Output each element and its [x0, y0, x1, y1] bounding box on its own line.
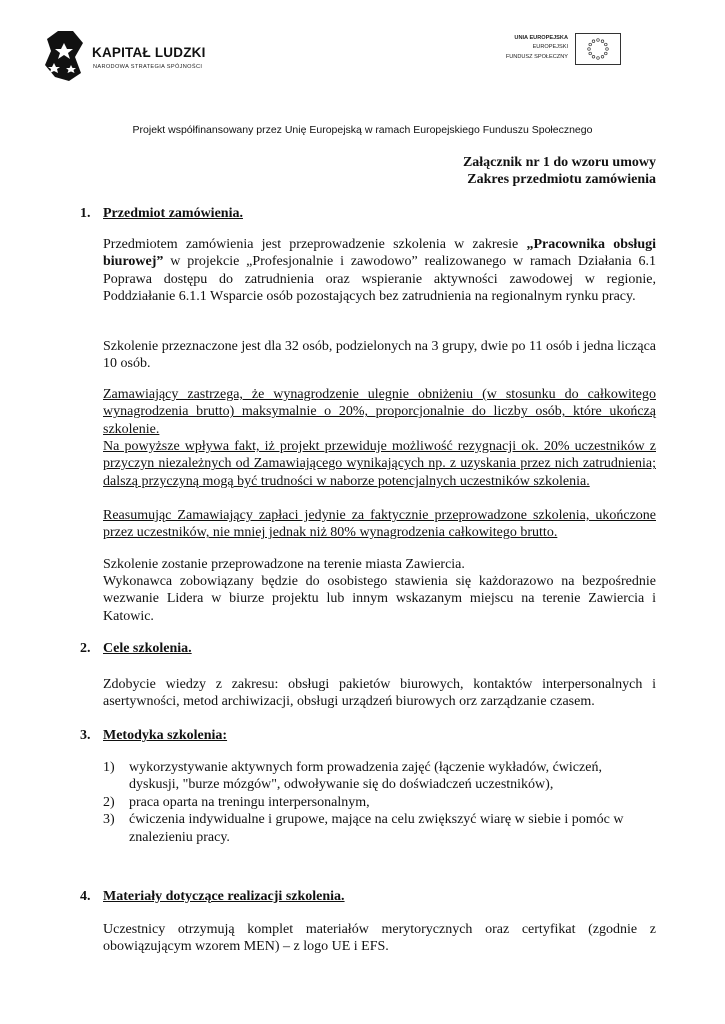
section-1-paragraph-4a: Szkolenie zostanie przeprowadzone na terenie miasta Zawiercia. — [103, 557, 465, 572]
list-item-number: 2) — [103, 794, 115, 810]
section-3-title: Metodyka szkolenia: — [103, 728, 228, 743]
list-item-number: 3) — [103, 812, 115, 828]
list-item — [103, 794, 656, 811]
section-1-paragraph-3a: Zamawiający zastrzega, że wynagrodzenie ulegnie obniżeniu (w stosunku do całkowitego wynagrodzenia brutto) maksymalnie o 20%, proporcjonalnie do liczby osób, które ukończą szkolenie. — [103, 387, 656, 437]
kapital-ludzki-emblem-icon — [45, 29, 83, 81]
section-1-paragraph-2: Szkolenie przeznaczone jest dla 32 osób, podzielonych na 3 grupy, dwie po 11 osób i jedna licząca 10 osób. — [103, 339, 656, 372]
section-1-paragraph-3c: Reasumując Zamawiający zapłaci jedynie za faktycznie przeprowadzone szkolenia, ukończone przez uczestników, nie mniej jednak niż 80% wynagrodzenia całkowitego brutto. — [103, 508, 656, 541]
section-4-paragraph: Uczestnicy otrzymują komplet materiałów merytorycznych oraz certyfikat (zgodnie z obowiązującym wzorem MEN) – z logo UE i EFS. — [103, 922, 656, 955]
eu-logo — [493, 31, 623, 65]
kapital-ludzki-title: KAPITAŁ LUDZKI — [92, 45, 206, 60]
section-2-number: 2. — [80, 641, 91, 656]
section-1-number: 1. — [80, 206, 91, 221]
eu-flag-icon — [575, 33, 621, 65]
section-1-title: Przedmiot zamówienia. — [103, 206, 243, 221]
section-1-paragraph-3b: Na powyższe wpływa fakt, iż projekt przewiduje możliwość rezygnacji ok. 20% uczestników z przyczyn niezależnych od Zamawiającego wynikających np. z uzyskania przez nich zatrudnienia; dalszą przyczyną mogą być trudności w naborze potencjalnych uczestników szkolenia. — [103, 439, 656, 489]
kapital-ludzki-subtitle: NARODOWA STRATEGIA SPÓJNOŚCI — [93, 64, 203, 70]
scope-heading: Zakres przedmiotu zamówienia — [467, 172, 656, 187]
list-item — [103, 759, 656, 794]
annex-heading: Załącznik nr 1 do wzoru umowy — [462, 155, 656, 170]
paragraph-text: Przedmiotem zamówienia jest przeprowadzenie szkolenia w zakresie — [103, 237, 527, 252]
kapital-ludzki-logo — [45, 29, 225, 83]
section-1-paragraph-4b: Wykonawca zobowiązany będzie do osobistego stawienia się każdorazowo na bezpośrednie wezwanie Lidera w biurze projektu lub innym wskazanym miejscu na terenie Zawiercia i Katowic. — [103, 574, 656, 624]
paragraph-text: w projekcie „Profesjonalnie i zawodowo” realizowanego w ramach Działania 6.1 Poprawa dostępu do zatrudnienia oraz wspieranie aktywności zawodowej w regionie, Poddziałanie 6.1.1 Wsparcie osób pozostających bez zatrudnienia na regionalnym rynku pracy. — [103, 254, 656, 305]
course-name: „Pracownika obsługi biurowej” — [103, 237, 656, 270]
section-4-title: Materiały dotyczące realizacji szkolenia. — [103, 889, 345, 904]
eu-line-1: UNIA EUROPEJSKA — [514, 35, 568, 41]
section-4-number: 4. — [80, 889, 91, 904]
eu-line-2: EUROPEJSKI — [532, 44, 568, 51]
list-item-text: wykorzystywanie aktywnych form prowadzenia zajęć (łączenie wykładów, ćwiczeń, dyskusji, "burze mózgów", odwoływanie się do doświadczeń uczestników), — [129, 760, 602, 793]
eu-logo-text — [506, 34, 568, 62]
section-1-paragraph-1 — [103, 236, 656, 306]
section-2-title: Cele szkolenia. — [103, 641, 192, 656]
section-2-paragraph: Zdobycie wiedzy z zakresu: obsługi pakietów biurowych, kontaktów interpersonalnych i asertywności, metod archiwizacji, obsługi urządzeń biurowych orz zarządzanie czasem. — [103, 677, 656, 710]
section-3-list — [103, 759, 656, 846]
cofinancing-note: Projekt współfinansowany przez Unię Europejską w ramach Europejskiego Funduszu Społecznego — [132, 124, 593, 136]
section-3-number: 3. — [80, 728, 91, 743]
list-item-text: praca oparta na treningu interpersonalnym, — [129, 794, 370, 810]
list-item-number: 1) — [103, 760, 115, 775]
list-item — [103, 811, 656, 846]
eu-line-3: FUNDUSZ SPOŁECZNY — [505, 53, 568, 60]
list-item-text: ćwiczenia indywidualne i grupowe, mające na celu zwiększyć wiarę w siebie i pomóc w znalezieniu pracy. — [129, 812, 624, 845]
